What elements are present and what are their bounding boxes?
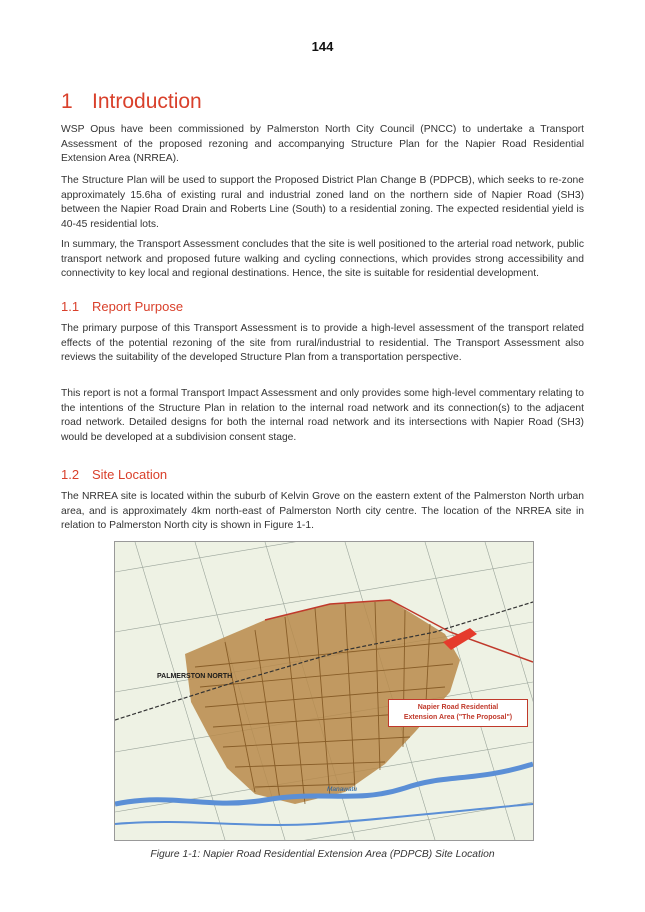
subsection-title: Site Location [92, 467, 168, 482]
subsection-heading-report-purpose [61, 299, 183, 314]
intro-paragraph-3: In summary, the Transport Assessment concludes that the site is well positioned to the arterial road network, public transport network and proposed future walking and cycling connections, which provides strong accessibility and connectivity to key local and regional destinations. Hence, the site is suitable for residential development. [61, 239, 584, 280]
page-number: 144 [311, 39, 334, 54]
subsection-heading-site-location [61, 467, 167, 482]
figure-caption: Figure 1-1: Napier Road Residential Extension Area (PDPCB) Site Location [150, 849, 495, 860]
section-number: 1 [61, 90, 73, 113]
site-callout [388, 699, 528, 727]
subsection-number: 1.2 [61, 467, 80, 482]
report-purpose-paragraph-1: The primary purpose of this Transport Assessment is to provide a high-level assessment of the transport related effects of the potential rezoning of the site from rural/industrial to residential. The Transport Assessment also reviews the suitability of the developed Structure Plan from a transportation perspective. [61, 323, 584, 364]
site-location-paragraph: The NRREA site is located within the suburb of Kelvin Grove on the eastern extent of the Palmerston North urban area, and is approximately 4km north-east of Palmerston North city centre. The location of the NRREA site in relation to Palmerston North city is shown in Figure 1-1. [61, 491, 584, 532]
section-title: Introduction [92, 90, 202, 113]
site-location-map [114, 541, 534, 841]
map-graphic [115, 542, 533, 840]
intro-paragraph-2: The Structure Plan will be used to support the Proposed District Plan Change B (PDPCB), which seeks to re-zone approximately 15.6ha of existing rural and industrial zoned land on the northern side of Napier Road (SH3) between the Napier Road Drain and Roberts Line (South) to a residential zoning. The expected residential yield is 40-45 residential lots. [61, 175, 584, 230]
callout-line-2: Extension Area ("The Proposal") [403, 714, 513, 721]
river-label: Manawatu [327, 786, 357, 793]
city-label: PALMERSTON NORTH [157, 673, 233, 680]
subsection-number: 1.1 [61, 299, 80, 314]
intro-paragraph-1: WSP Opus have been commissioned by Palmerston North City Council (PNCC) to undertake a Transport Assessment of the proposed rezoning and accompanying Structure Plan for the Napier Road Residential Extension Area (NRREA). [61, 124, 584, 165]
section-heading [61, 90, 202, 114]
callout-line-1: Napier Road Residential [417, 704, 499, 711]
report-purpose-paragraph-2: This report is not a formal Transport Impact Assessment and only provides some high-level commentary relating to the intentions of the Structure Plan in relation to the internal road network and its connection(s) to the adjacent road network. Detailed designs for both the internal road network and its intersections with Napier Road (SH3) would be developed at a subdivision consent stage. [61, 388, 584, 443]
subsection-title: Report Purpose [92, 299, 184, 314]
